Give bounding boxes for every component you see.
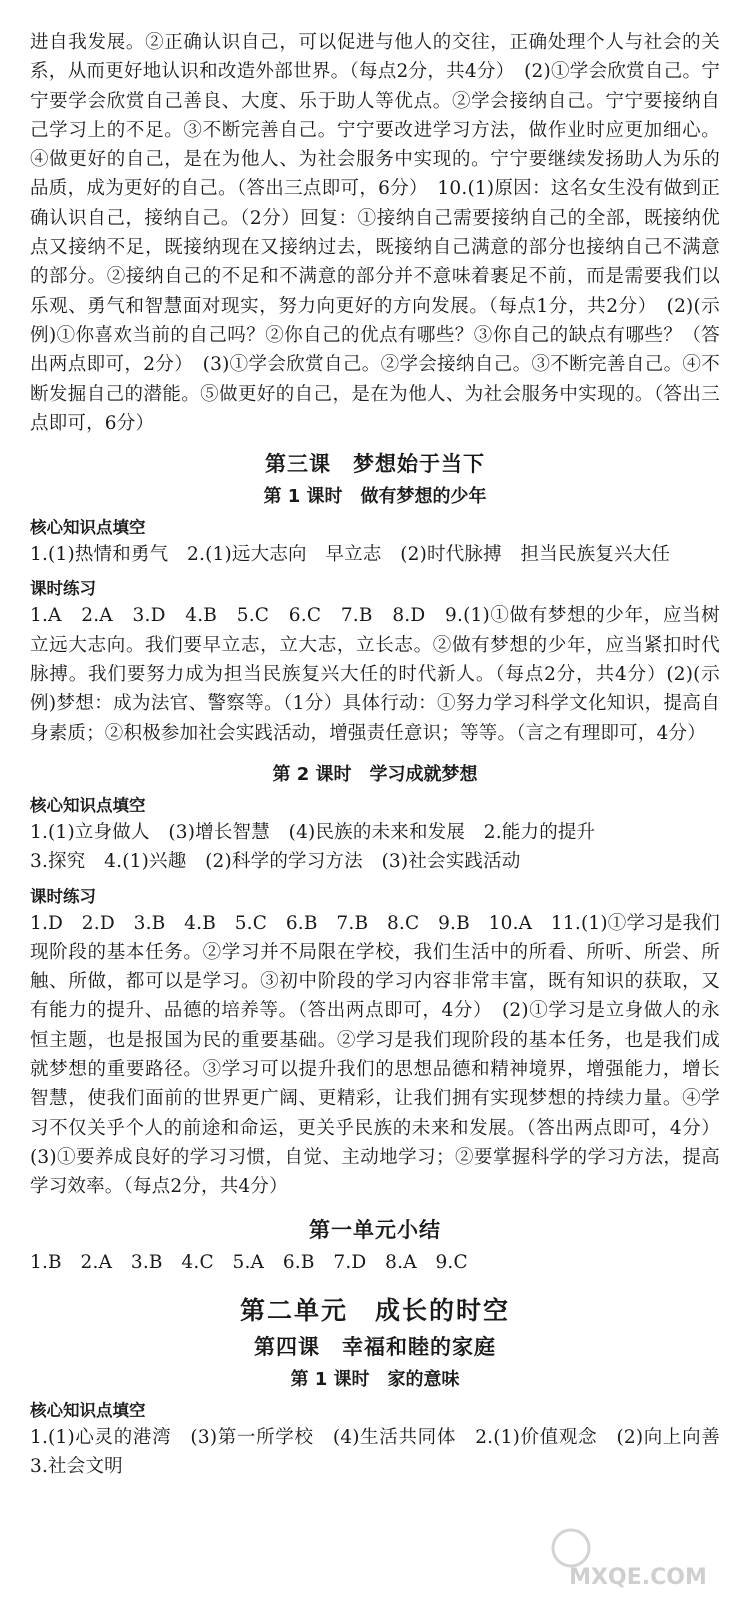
core-knowledge-label: 核心知识点填空	[30, 518, 146, 538]
answer-page	[30, 28, 739, 1481]
core-knowledge-answers-line-1: 1.(1)立身做人 (3)增长智慧 (4)民族的未来和发展 2.能力的提升	[30, 821, 596, 843]
unit-1-summary-answers: 1.B 2.A 3.B 4.C 5.A 6.B 7.D 8.A 9.C	[30, 1251, 468, 1273]
site-watermark	[543, 1522, 733, 1592]
watermark-logo-icon	[553, 1530, 589, 1566]
core-knowledge-answers: 1.(1)心灵的港湾 (3)第一所学校 (4)生活共同体 2.(1)价值观念 (2)向上向善 3.社会文明	[30, 1426, 739, 1478]
lesson-4-period-1-title: 第 1 课时 家的意味	[290, 1368, 460, 1390]
practice-answers: 1.A 2.A 3.D 4.B 5.C 6.C 7.B 8.D 9.(1)①做有梦想的少年，应当树立远大志向。我们要早立志，立大志，立长志。②做有梦想的少年，应当紧扣时代脉搏。我们要努力成为担当民族复兴大任的时代新人。（每点2分，共4分）(2)(示例)梦想：成为法官、警察等。（1分）具体行动：①努力学习科学文化知识，提高自身素质；②积极参加社会实践活动，增强责任意识；等等。（言之有理即可，4分）	[30, 605, 720, 744]
lesson-3-period-1-title: 第 1 课时 做有梦想的少年	[263, 486, 487, 508]
watermark-text: MXQE.COM	[569, 1565, 707, 1590]
practice-label: 课时练习	[30, 579, 96, 599]
unit-2-title: 第二单元 成长的时空	[239, 1295, 510, 1325]
unit-1-summary-title: 第一单元小结	[309, 1217, 441, 1242]
core-knowledge-label: 核心知识点填空	[30, 795, 146, 815]
core-knowledge-label: 核心知识点填空	[30, 1400, 146, 1420]
core-knowledge-answers-line-2: 3.探究 4.(1)兴趣 (2)科学的学习方法 (3)社会实践活动	[30, 851, 521, 873]
lesson-3-title: 第三课 梦想始于当下	[265, 452, 485, 477]
lesson-4-title: 第四课 幸福和睦的家庭	[254, 1334, 496, 1359]
core-knowledge-answers: 1.(1)热情和勇气 2.(1)远大志向 早立志 (2)时代脉搏 担当民族复兴大任	[30, 544, 671, 566]
practice-label: 课时练习	[30, 886, 96, 906]
previous-answers-paragraph: 进自我发展。②正确认识自己，可以促进与他人的交往，正确处理个人与社会的关系，从而更好地认识和改造外部世界。（每点2分，共4分） (2)①学会欣赏自己。宁宁要学会欣赏自己善良、大度、乐于助人等优点。②学会接纳自己。宁宁要接纳自己学习上的不足。③不断完善自己。宁宁要改进学习方法，做作业时应更加细心。④做更好的自己，是在为他人、为社会服务中实现的。宁宁要继续发扬助人为乐的品质，成为更好的自己。（答出三点即可，6分） 10.(1)原因：这名女生没有做到正确认识自己，接纳自己。（2分）回复：①接纳自己需要接纳自己的全部，既接纳优点又接纳不足，既接纳现在又接纳过去，既接纳自己满意的部分也接纳自己不满意的部分。②接纳自己的不足和不满意的部分并不意味着裹足不前，而是需要我们以乐观、勇气和智慧面对现实，努力向更好的方向发展。（每点1分，共2分） (2)(示例)①你喜欢当前的自己吗？②你自己的优点有哪些？③你自己的缺点有哪些？（答出两点即可，2分） (3)①学会欣赏自己。②学会接纳自己。③不断完善自己。④不断发掘自己的潜能。⑤做更好的自己，是在为他人、为社会服务中实现的。（答出三点即可，6分）	[30, 32, 720, 434]
lesson-3-period-2-title: 第 2 课时 学习成就梦想	[272, 763, 478, 785]
practice-answers: 1.D 2.D 3.B 4.B 5.C 6.B 7.B 8.C 9.B 10.A 11.(1)①学习是我们现阶段的基本任务。②学习并不局限在学校，我们生活中的所看、所听、所尝、所触、所做，都可以是学习。③初中阶段的学习内容非常丰富，既有知识的获取，又有能力的提升、品德的培养等。（答出两点即可，4分） (2)①学习是立身做人的永恒主题，也是报国为民的重要基础。②学习是我们现阶段的基本任务，也是我们成就梦想的重要路径。③学习可以提升我们的思想品德和精神境界，增强能力，增长智慧，使我们面前的世界更广阔、更精彩，让我们拥有实现梦想的持续力量。④学习不仅关乎个人的前途和命运，更关乎民族的未来和发展。（答出两点即可，4分）(3)①要养成良好的学习习惯，自觉、主动地学习；②要掌握科学的学习方法，提高学习效率。（每点2分，共4分）	[30, 912, 720, 1198]
